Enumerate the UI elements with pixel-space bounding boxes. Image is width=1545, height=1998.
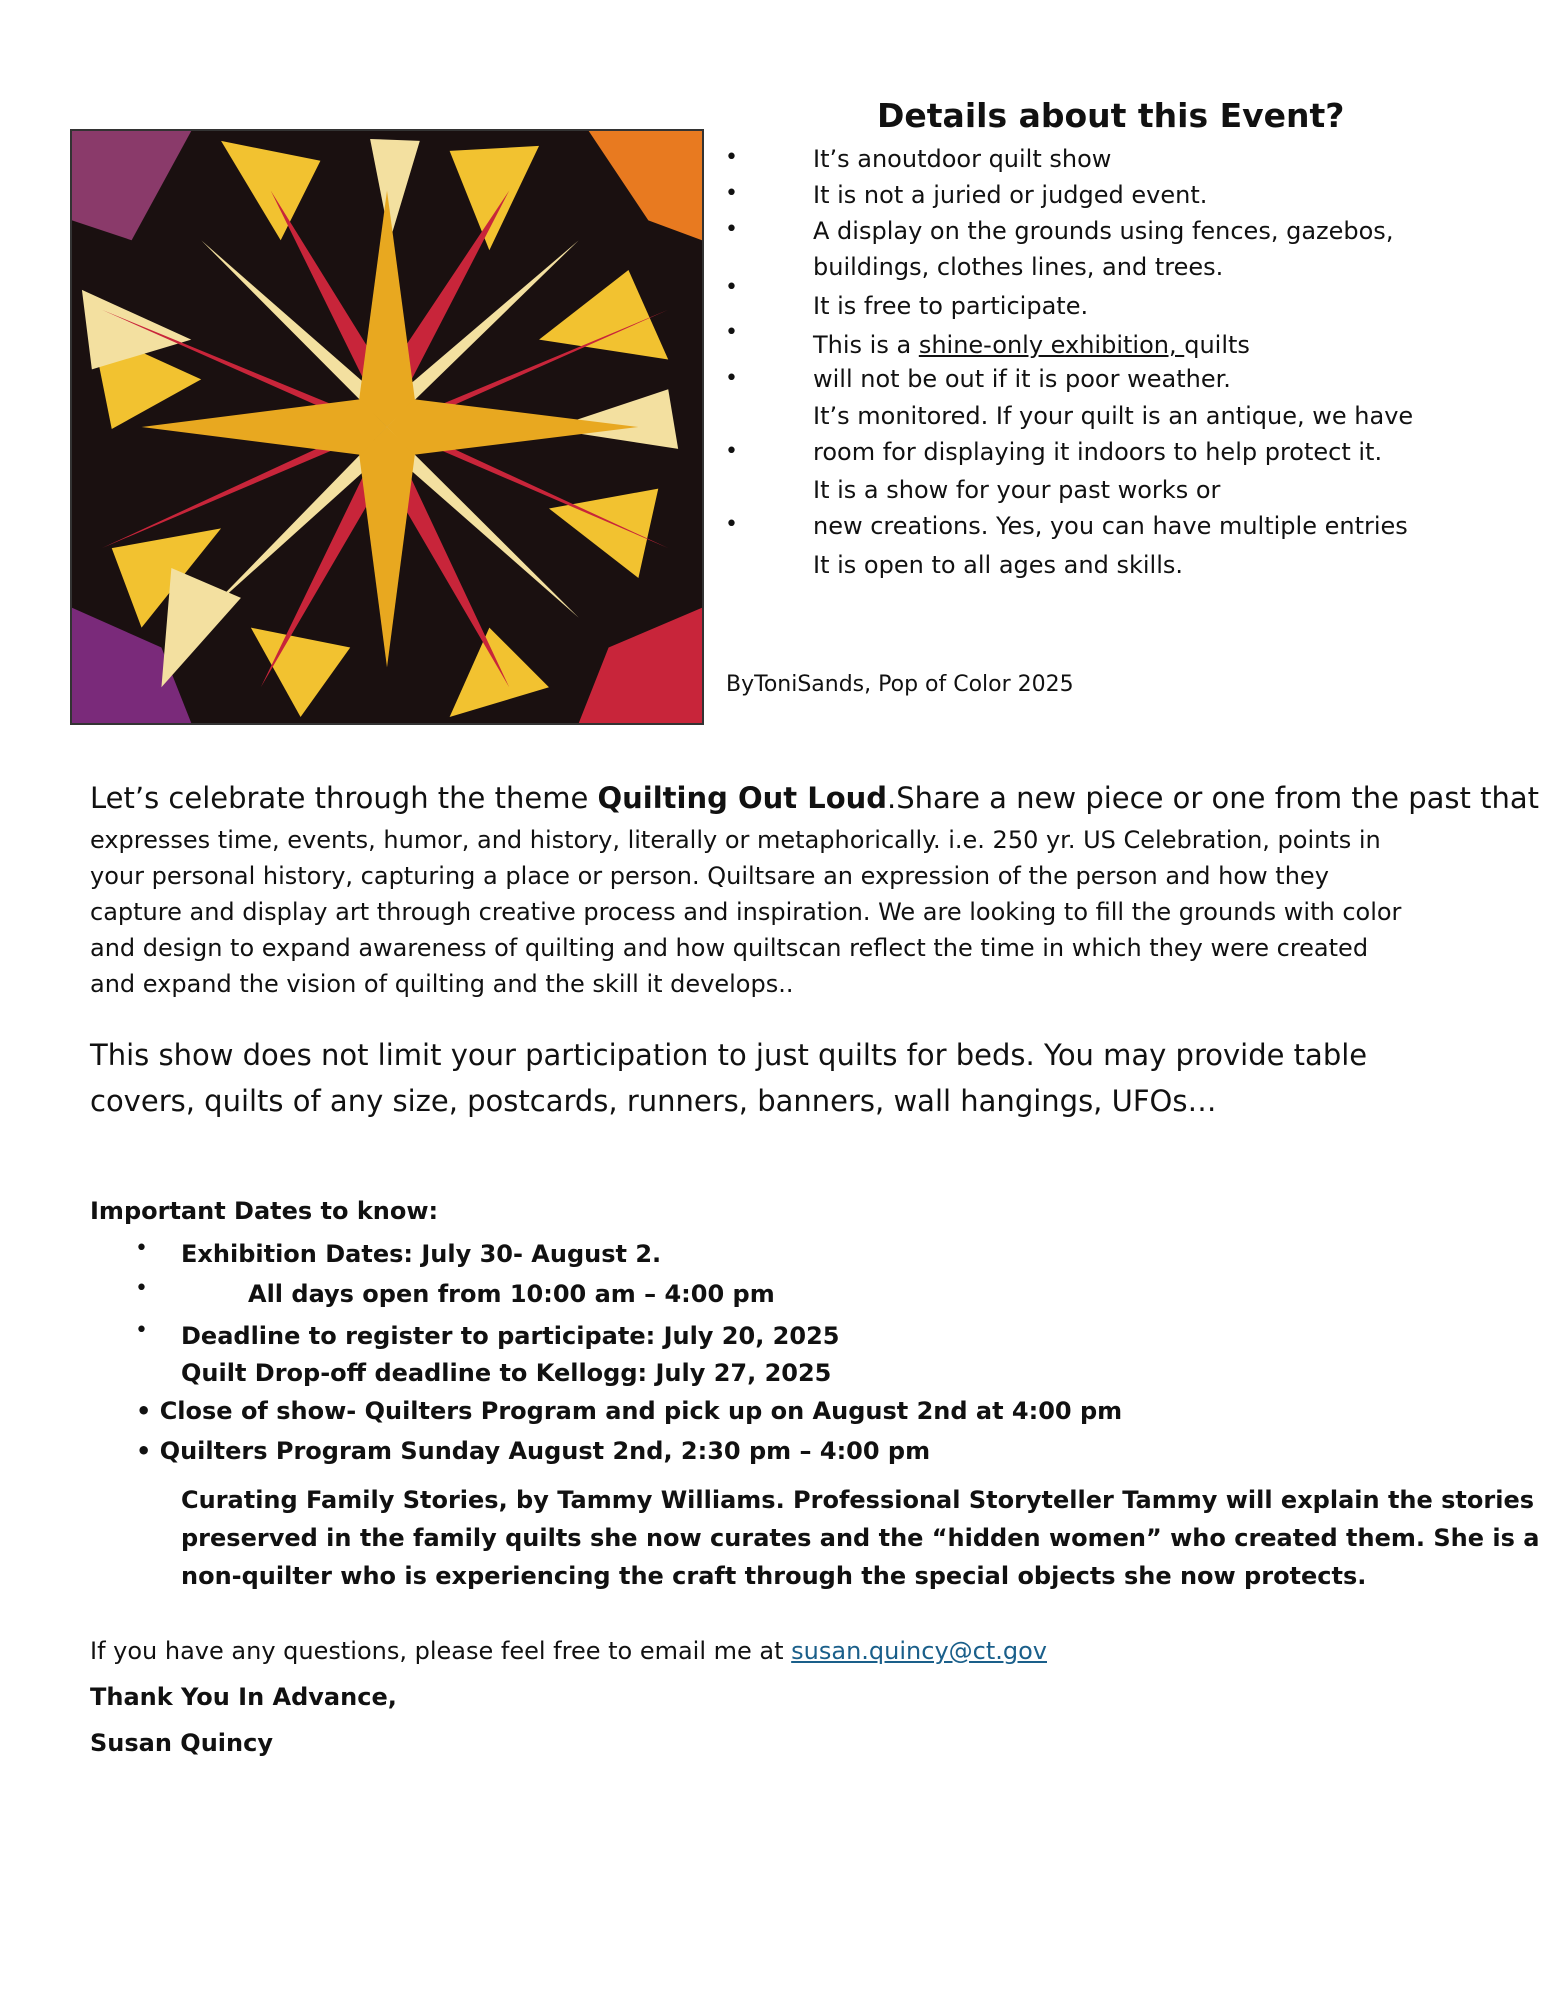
event-line: It’s anoutdoor quilt show — [813, 145, 1112, 173]
quilt-image — [70, 129, 704, 725]
register-deadline: Deadline to register to participate: July 20, 2025 — [181, 1322, 840, 1350]
program-desc-line: Curating Family Stories, by Tammy Williams. Professional Storyteller Tammy will explain the stories — [181, 1486, 1535, 1514]
theme-line: capture and display art through creative process and inspiration. We are looking to fill the grounds with color — [90, 898, 1402, 926]
event-line: It is a show for your past works or — [813, 476, 1221, 504]
bullet-dot: • — [725, 366, 738, 391]
event-line: It is open to all ages and skills. — [813, 551, 1183, 579]
theme-line: expresses time, events, humor, and history, literally or metaphorically. i.e. 250 yr. US Celebration, points in — [90, 826, 1381, 854]
contact-line — [90, 1637, 1047, 1665]
event-line-text: quilts — [1184, 331, 1250, 359]
image-caption: ByToniSands, Pop of Color 2025 — [726, 672, 1074, 697]
open-hours: All days open from 10:00 am – 4:00 pm — [248, 1280, 775, 1308]
theme-line: and expand the vision of quilting and the skill it develops.. — [90, 970, 794, 998]
bullet-dot: • — [135, 1276, 148, 1301]
dropoff-deadline: Quilt Drop-off deadline to Kellogg: July 27, 2025 — [181, 1359, 832, 1387]
event-line: new creations. Yes, you can have multiple entries — [813, 512, 1408, 540]
event-line: It is free to participate. — [813, 292, 1089, 320]
bullet-dot: • — [725, 181, 738, 206]
theme-intro-prefix: Let’s celebrate through the theme — [90, 781, 598, 815]
theme-line: and design to expand awareness of quilting and how quiltscan reflect the time in which they were created — [90, 934, 1369, 962]
event-line: buildings, clothes lines, and trees. — [813, 253, 1224, 281]
email-link[interactable]: susan.quincy@ct.gov — [791, 1637, 1047, 1665]
event-line-shine-only — [813, 331, 1250, 359]
bullet-dot: • — [135, 1318, 148, 1343]
event-line: A display on the grounds using fences, gazebos, — [813, 217, 1394, 245]
participation-line: covers, quilts of any size, postcards, runners, banners, wall hangings, UFOs… — [90, 1084, 1217, 1118]
bullet-dot: • — [725, 439, 738, 464]
event-line: It’s monitored. If your quilt is an antique, we have — [813, 402, 1414, 430]
event-line: room for displaying it indoors to help protect it. — [813, 438, 1383, 466]
theme-intro — [90, 781, 1539, 815]
program-desc-line: non-quilter who is experiencing the craft through the special objects she now protects. — [181, 1562, 1367, 1590]
shine-only-underlined: shine-only exhibition, — [918, 331, 1185, 359]
event-line: It is not a juried or judged event. — [813, 181, 1208, 209]
contact-prefix: If you have any questions, please feel free to email me at — [90, 1637, 792, 1665]
participation-line: This show does not limit your participation to just quilts for beds. You may provide table — [90, 1038, 1368, 1072]
bullet-dot: • — [135, 1236, 148, 1261]
event-details-heading: Details about this Event? — [877, 96, 1345, 135]
thanks-line: Thank You In Advance, — [90, 1683, 397, 1711]
bullet-dot: • — [725, 512, 738, 537]
event-line-text: This is a — [813, 331, 919, 359]
bullet-dot: • — [725, 320, 738, 345]
theme-name: Quilting Out Loud — [597, 781, 888, 815]
quilters-program: • Quilters Program Sunday August 2nd, 2:30 pm – 4:00 pm — [136, 1437, 931, 1465]
bullet-dot: • — [725, 217, 738, 242]
theme-line: your personal history, capturing a place or person. Quiltsare an expression of the person and how they — [90, 862, 1329, 890]
program-desc-line: preserved in the family quilts she now curates and the “hidden women” who created them. She is a — [181, 1524, 1540, 1552]
bullet-dot: • — [725, 145, 738, 170]
signature: Susan Quincy — [90, 1729, 273, 1757]
bullet-dot: • — [725, 275, 738, 300]
event-line: will not be out if it is poor weather. — [813, 365, 1231, 393]
close-of-show: • Close of show- Quilters Program and pick up on August 2nd at 4:00 pm — [136, 1397, 1123, 1425]
theme-intro-suffix: .Share a new piece or one from the past that — [887, 781, 1539, 815]
dates-heading: Important Dates to know: — [90, 1197, 439, 1225]
exhibition-dates: Exhibition Dates: July 30- August 2. — [181, 1240, 662, 1268]
